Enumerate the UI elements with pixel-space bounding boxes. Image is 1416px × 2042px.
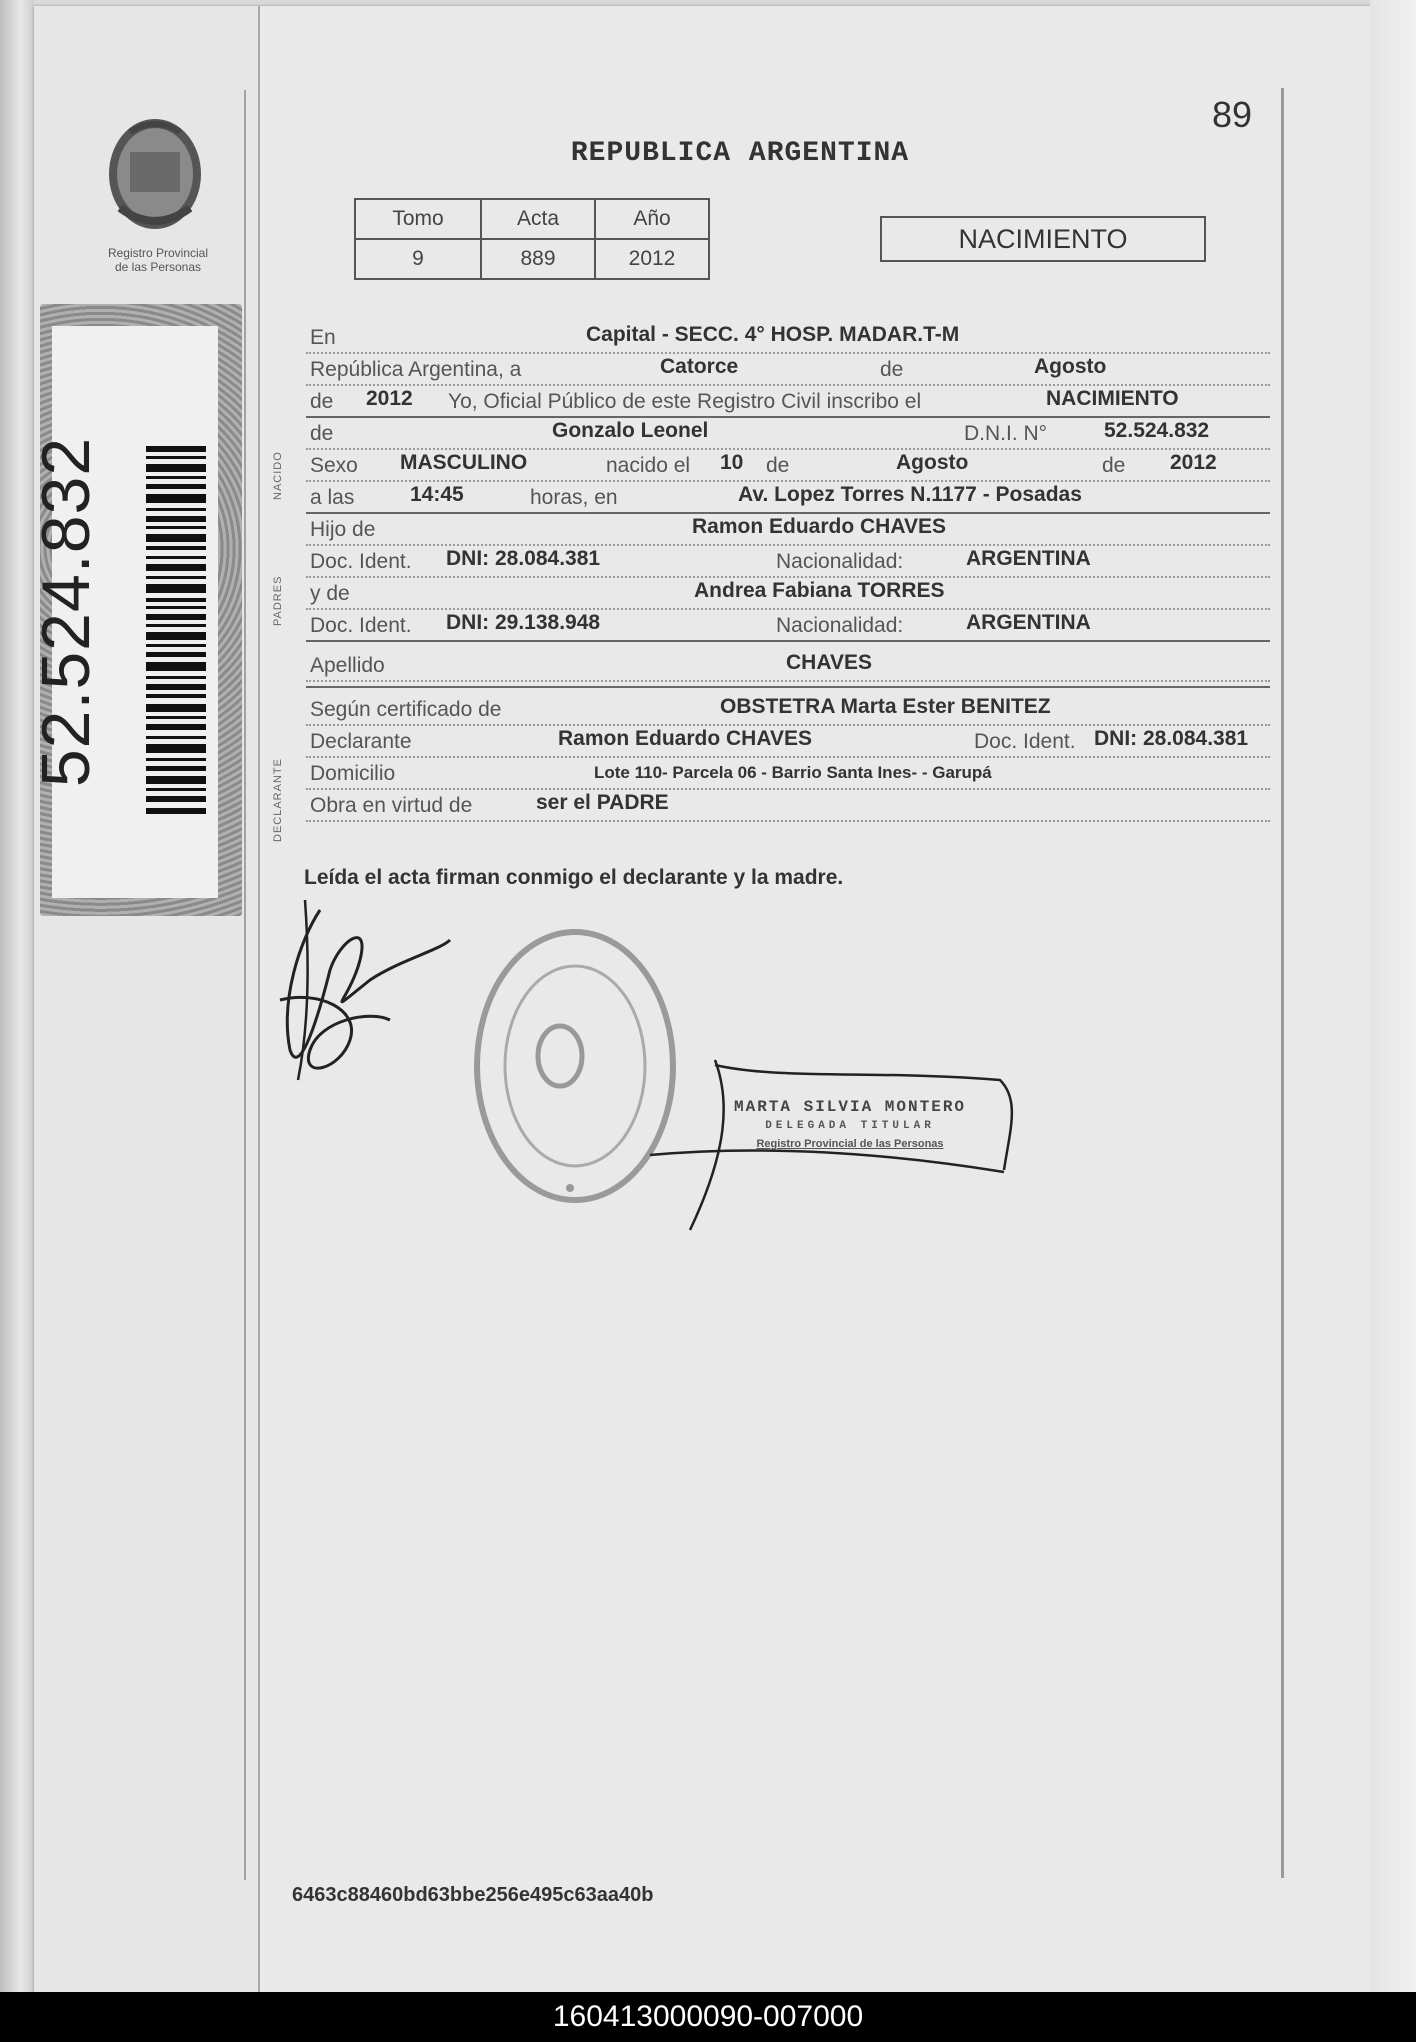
barcode-icon	[146, 446, 206, 816]
sexo-label: Sexo	[310, 454, 358, 477]
obra-label: Obra en virtud de	[310, 794, 473, 817]
a-las-label: a las	[310, 486, 355, 509]
form-line-inscripcion	[306, 386, 1270, 418]
nacido-label: nacido el	[606, 454, 691, 477]
form-line-hora	[306, 482, 1270, 514]
nacido-de-label: de	[766, 454, 790, 477]
obra-value: ser el PADRE	[536, 791, 669, 814]
oficial-text: Yo, Oficial Público de este Registro Civil inscribo el	[448, 390, 922, 413]
nacionalidad-label: Nacionalidad:	[776, 550, 904, 573]
table-cell: 2012	[595, 239, 709, 279]
margin-rule	[244, 90, 246, 1880]
form-line-domicilio	[306, 758, 1270, 790]
lugar-value: Av. Lopez Torres N.1177 - Posadas	[738, 483, 1082, 506]
declarante-value: Ramon Eduardo CHAVES	[558, 727, 812, 750]
section-tag-nacido: NACIDO	[272, 451, 284, 500]
segun-label: Según certificado de	[310, 698, 502, 721]
nacionalidad-label: Nacionalidad:	[776, 614, 904, 637]
section-tag-padres: PADRES	[272, 575, 284, 626]
signer-role: DELEGADA TITULAR	[765, 1120, 935, 1132]
anio-value: 2012	[366, 387, 413, 410]
form-line-madre-doc	[306, 610, 1270, 642]
barcode-label	[28, 326, 218, 898]
y-de-label: y de	[310, 582, 350, 605]
hijo-de-label: Hijo de	[310, 518, 376, 541]
republica-label: República Argentina, a	[310, 358, 522, 381]
de-label: de	[880, 358, 904, 381]
document-hash: 6463c88460bd63bbe256e495c63aa40b	[292, 1884, 654, 1906]
form-line-declarante	[306, 726, 1270, 758]
declarante-doc-label: Doc. Ident.	[974, 730, 1076, 753]
form-line-sexo	[306, 450, 1270, 482]
form-line-en	[306, 322, 1270, 354]
table-header-cell: Año	[595, 199, 709, 239]
padre-nacionalidad: ARGENTINA	[966, 547, 1091, 570]
nacido-anio: 2012	[1170, 451, 1217, 474]
doc-ident-label: Doc. Ident.	[310, 550, 412, 573]
de-label: de	[310, 390, 334, 413]
form-line-apellido	[306, 642, 1270, 682]
registry-label-line1: Registro Provincial	[107, 246, 209, 260]
form-line-padre-doc	[306, 546, 1270, 578]
tomo-acta-table	[354, 198, 710, 280]
form-line-nombre	[306, 418, 1270, 450]
closing-statement: Leída el acta firman conmigo el declarante y la madre.	[304, 866, 844, 889]
nacido-mes: Agosto	[896, 451, 969, 474]
handwritten-signatures-icon	[260, 880, 1060, 1240]
form-line-padre	[306, 514, 1270, 546]
scan-id-footer: 160413000090-007000	[0, 1992, 1416, 2042]
madre-value: Andrea Fabiana TORRES	[694, 579, 945, 602]
page-edge	[0, 0, 34, 1992]
domicilio-label: Domicilio	[310, 762, 396, 785]
padre-doc: DNI: 28.084.381	[446, 547, 601, 570]
table-cell: 9	[355, 239, 481, 279]
signer-name: MARTA SILVIA MONTERO	[733, 1098, 967, 1116]
hora-value: 14:45	[410, 483, 464, 506]
nombre-label: de	[310, 422, 334, 445]
doc-ident-label: Doc. Ident.	[310, 614, 412, 637]
domicilio-value: Lote 110- Parcela 06 - Barrio Santa Ines- - Garupá	[594, 763, 992, 782]
form-line-fecha	[306, 354, 1270, 386]
nombre-value: Gonzalo Leonel	[552, 419, 709, 442]
table-cell: 889	[481, 239, 595, 279]
en-label: En	[310, 326, 336, 349]
apellido-label: Apellido	[310, 654, 385, 677]
en-value: Capital - SECC. 4° HOSP. MADAR.T-M	[586, 323, 960, 346]
record-type-box: NACIMIENTO	[880, 216, 1206, 262]
table-row	[355, 239, 709, 279]
document-title: REPUBLICA ARGENTINA	[570, 138, 910, 169]
registry-label	[68, 246, 248, 274]
declarante-doc: DNI: 28.084.381	[1094, 727, 1249, 750]
table-header-cell: Acta	[481, 199, 595, 239]
sexo-value: MASCULINO	[400, 451, 528, 474]
madre-nacionalidad: ARGENTINA	[966, 611, 1091, 634]
table-header-row	[355, 199, 709, 239]
registry-label-line2: de las Personas	[114, 260, 202, 274]
form-line-obra	[306, 790, 1270, 822]
certificate-form	[306, 322, 1270, 822]
dni-label: D.N.I. N°	[964, 422, 1048, 445]
mes-value: Agosto	[1034, 355, 1107, 378]
dni-value: 52.524.832	[1104, 419, 1210, 442]
section-tag-declarante: DECLARANTE	[272, 758, 284, 842]
apellido-value: CHAVES	[786, 651, 872, 674]
horas-en-label: horas, en	[530, 486, 618, 509]
barcode-number: 52.524.832	[28, 436, 104, 788]
signer-organization: Registro Provincial de las Personas	[756, 1138, 944, 1150]
madre-doc: DNI: 29.138.948	[446, 611, 601, 634]
form-line-segun	[306, 688, 1270, 726]
right-rule	[1281, 88, 1284, 1878]
signer-block	[690, 1098, 1010, 1150]
provincial-seal-icon	[100, 112, 210, 242]
declarante-label: Declarante	[310, 730, 412, 753]
page-fold	[1370, 0, 1416, 1992]
dia-value: Catorce	[660, 355, 739, 378]
form-line-madre	[306, 578, 1270, 610]
padre-value: Ramon Eduardo CHAVES	[692, 515, 946, 538]
inscribo-value: NACIMIENTO	[1046, 387, 1179, 410]
page-number: 89	[1212, 94, 1253, 135]
barcode-sticker	[28, 304, 242, 916]
table-header-cell: Tomo	[355, 199, 481, 239]
nacido-dia: 10	[720, 451, 744, 474]
segun-value: OBSTETRA Marta Ester BENITEZ	[720, 695, 1051, 718]
nacido-de-label: de	[1102, 454, 1126, 477]
